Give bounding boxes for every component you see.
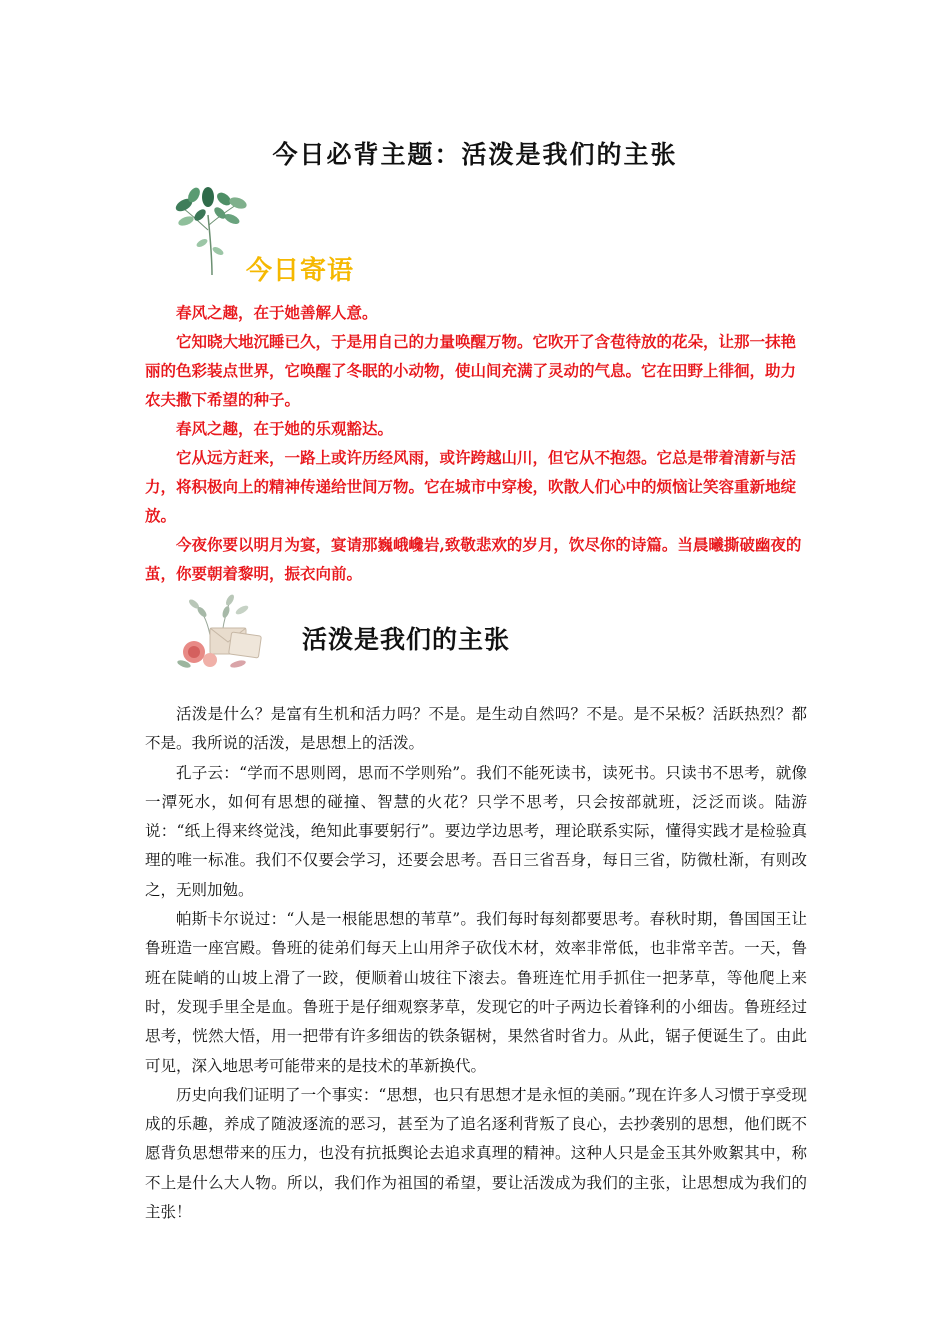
paragraph: 孔子云：“学而不思则罔，思而不学则殆”。我们不能死读书，读死书。只读书不思考，就像一潭死水，如何有思想的碰撞、智慧的火花？只学不思考，只会按部就班，泛泛而谈。陆游说：“纸上得来终觉浅，绝知此事要躬行”。要边学边思考，理论联系实际，懂得实践才是检验真理的唯一标准。我们不仅要会学习，还要会思考。吾日三省吾身，每日三省，防微杜渐，有则改之，无则加勉。: [145, 763, 807, 899]
paragraph: 历史向我们证明了一个事实：“思想，也只有思想才是永恒的美丽。”现在许多人习惯于享受现成的乐趣，养成了随波逐流的恶习，甚至为了追名逐利背叛了良心，去抄袭别的思想，他们既不愿背负思想带来的压力，也没有抗抵舆论去追求真理的精神。这种人只是金玉其外败絮其中，称不上是什么大人物。所以，我们作为祖国的希望，要让活泼成为我们的主张，让思想成为我们的主张！: [145, 1085, 807, 1222]
paragraph: 春风之趣，在于她善解人意。: [176, 303, 378, 322]
paragraph: 它从远方赶来，一路上或许历经风雨，或许跨越山川，但它从不抱怨。它总是带着清新与活力，将积极向上的精神传递给世间万物。它在城市中穿梭，吹散人们心中的烦恼让笑容重新地绽放。: [145, 448, 797, 525]
paragraph: 今夜你要以明月为宴，宴请那巍峨巉岩,致敬悲欢的岁月，饮尽你的诗篇。当晨曦撕破幽夜的茧，你要朝着黎明，振衣向前。: [145, 535, 802, 583]
paragraph: 活泼是什么？是富有生机和活力吗？不是。是生动自然吗？不是。是不呆板？活跃热烈？都不是。我所说的活泼，是思想上的活泼。: [145, 705, 807, 753]
paragraph: 它知晓大地沉睡已久，于是用自己的力量唤醒万物。它吹开了含苞待放的花朵，让那一抹艳丽的色彩装点世界，它唤醒了冬眠的小动物，使山间充满了灵动的气息。它在田野上徘徊，助力农夫撒下希望的种子。: [145, 332, 797, 409]
page-title: 今日必背主题：活泼是我们的主张: [272, 140, 678, 169]
daily-message-block: [145, 298, 807, 588]
section-heading-daily-message: 今日寄语: [246, 256, 355, 286]
paragraph: 春风之趣，在于她的乐观豁达。: [176, 419, 394, 438]
essay-body: [145, 700, 807, 1227]
flower-envelope-icon: [172, 590, 272, 678]
section-heading-lively: 活泼是我们的主张: [302, 625, 511, 654]
paragraph: 帕斯卡尔说过：“人是一根能思想的苇草”。我们每时每刻都要思考。春秋时期，鲁国国王让鲁班造一座宫殿。鲁班的徒弟们每天上山用斧子砍伐木材，效率非常低，也非常辛苦。一天，鲁班在陡峭的山坡上滑了一跤，便顺着山坡往下滚去。鲁班连忙用手抓住一把茅草，等他爬上来时，发现手里全是血。鲁班于是仔细观察茅草，发现它的叶子两边长着锋利的小细齿。鲁班经过思考，恍然大悟，用一把带有许多细齿的铁条锯树，果然省时省力。从此，锯子便诞生了。由此可见，深入地思考可能带来的是技术的革新换代。: [145, 910, 807, 1075]
leaf-sprig-icon: [172, 185, 250, 277]
